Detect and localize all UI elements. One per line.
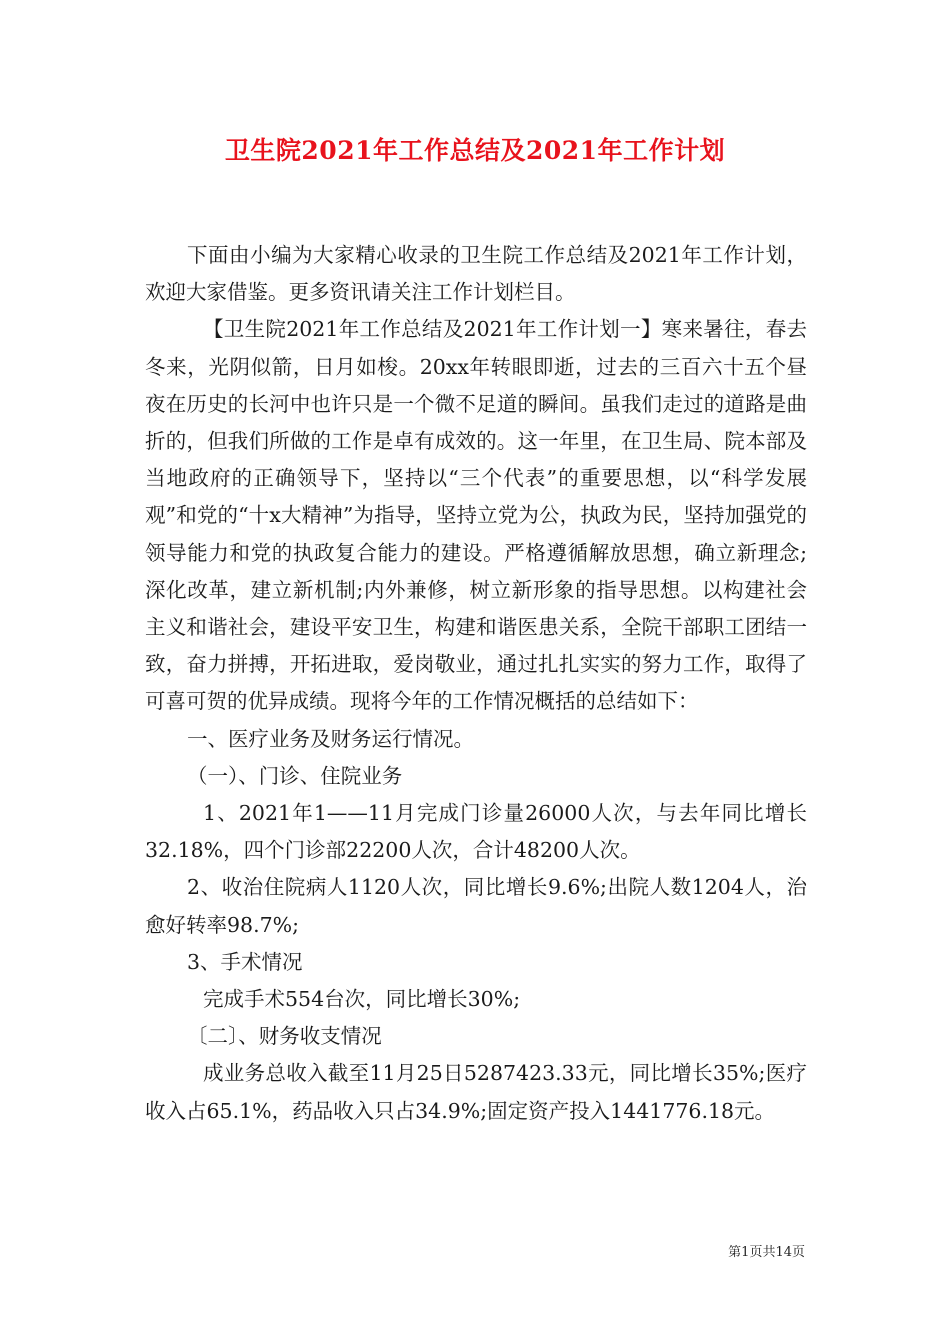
document-body [145,237,807,1130]
paragraph-surgery-stats: 完成手术554台次，同比增长30%; [203,987,521,1012]
page-number: 第1页共14页 [728,1245,805,1260]
subsection-heading-finance: 〔二〕、财务收支情况 [187,1024,382,1049]
paragraph-finance-stats: 成业务总收入截至11月25日5287423.33元，同比增长35%;医疗收入占65.1%，药品收入只占34.9%;固定资产投入1441776.18元。 [145,1061,807,1123]
document-title: 卫生院2021年工作总结及2021年工作计划 [224,136,726,165]
paragraph-outpatient-stats: 1、2021年1——11月完成门诊量26000人次，与去年同比增长32.18%，四个门诊部22200人次，合计48200人次。 [145,801,807,863]
subsection-heading-surgery: 3、手术情况 [187,949,303,974]
paragraph-summary: 【卫生院2021年工作总结及2021年工作计划一】寒来暑往，春去冬来，光阴似箭，日月如梭。20xx年转眼即逝，过去的三百六十五个昼夜在历史的长河中也许只是一个微不足道的瞬间。虽我们走过的道路是曲折的，但我们所做的工作是卓有成效的。这一年里，在卫生局、院本部及当地政府的正确领导下，坚持以“三个代表”的重要思想，以“科学发展观”和党的“十x大精神”为指导，坚持立党为公，执政为民，坚持加强党的领导能力和党的执政复合能力的建设。严格遵循解放思想，确立新理念;深化改革，建立新机制;内外兼修，树立新形象的指导思想。以构建社会主义和谐社会，建设平安卫生，构建和谐医患关系，全院干部职工团结一致，奋力拼搏，开拓进取，爱岗敬业，通过扎扎实实的努力工作，取得了可喜可贺的优异成绩。现将今年的工作情况概括的总结如下： [145,317,807,714]
subsection-heading-outpatient: （一）、门诊、住院业务 [187,763,403,788]
paragraph-inpatient-stats: 2、收治住院病人1120人次，同比增长9.6%;出院人数1204人，治愈好转率98.7%; [145,875,807,937]
section-heading-medical-finance: 一、医疗业务及财务运行情况。 [187,726,474,751]
paragraph-intro: 下面由小编为大家精心收录的卫生院工作总结及2021年工作计划，欢迎大家借鉴。更多资讯请关注工作计划栏目。 [145,243,807,305]
